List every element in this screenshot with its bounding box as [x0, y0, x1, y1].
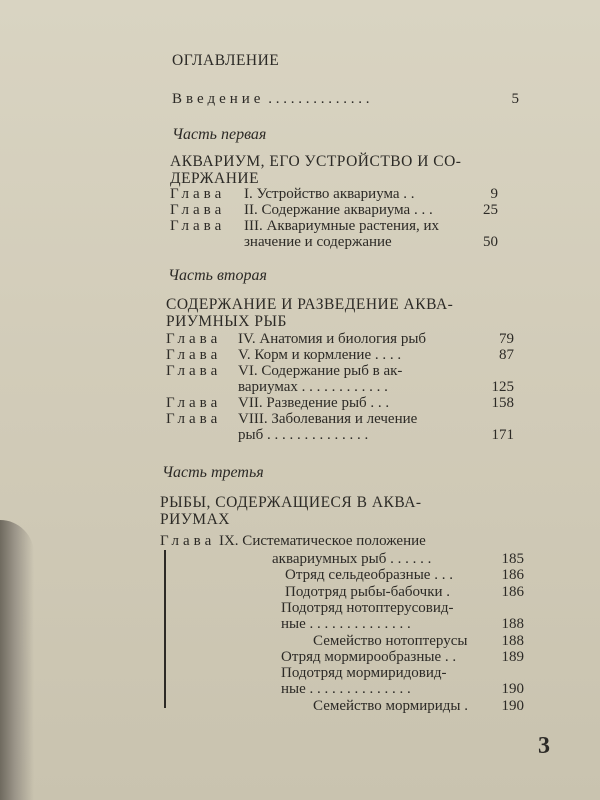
intro-page: 5: [511, 91, 519, 107]
chapter-title: III. Аквариумные растения, их: [244, 218, 439, 234]
chapter-title: рыб . . . . . . . . . . . . . .: [238, 427, 369, 443]
section-entry: Семейство мормириды .: [313, 697, 468, 714]
section-entry: Подотряд рыбы-бабочки .: [285, 583, 451, 600]
thumb-shadow: [0, 520, 34, 800]
part2-heading-line2: РИУМНЫХ РЫБ: [166, 313, 287, 330]
chapter-word: Глава: [160, 533, 216, 549]
section-entry-page: 190: [501, 697, 524, 714]
section-entry-page: 185: [501, 551, 524, 567]
part2-label: Часть вторая: [168, 267, 267, 284]
chapter-page: 158: [491, 395, 514, 411]
section-entry: Семейство нотоптерусы: [313, 632, 468, 649]
part3-heading-line2: РИУМАХ: [160, 511, 230, 528]
chapter-page: 125: [491, 379, 514, 395]
section-entry-page: 186: [501, 583, 524, 600]
chapter-page: 79: [499, 331, 514, 347]
chapter-word: Глава: [166, 347, 222, 363]
chapter-page: 87: [499, 347, 514, 363]
chapter-word: Глава: [170, 186, 226, 202]
section-entry: аквариумных рыб . . . . . .: [272, 551, 432, 567]
chapter-word: Глава: [166, 411, 222, 427]
section-entry: Подотряд нотоптерусовид-: [281, 599, 454, 616]
section-entry: Подотряд мормиридовид-: [281, 665, 447, 682]
part1-heading-line2: ДЕРЖАНИЕ: [170, 170, 260, 187]
chapter-title: VII. Разведение рыб . . .: [238, 395, 390, 411]
chapter-title: значение и содержание: [244, 234, 392, 250]
part1-heading-line1: АКВАРИУМ, ЕГО УСТРОЙСТВО И СО-: [170, 153, 462, 170]
section-entry-page: 190: [501, 681, 524, 698]
chapter-title: IV. Анатомия и биология рыб: [238, 331, 427, 347]
intro-entry: [172, 91, 369, 108]
section-entry: Отряд мормирообразные . .: [281, 648, 457, 665]
chapter-9-entry: [160, 533, 426, 550]
chapter-word: Глава: [166, 395, 222, 411]
part2-heading-line1: СОДЕРЖАНИЕ И РАЗВЕДЕНИЕ АКВА-: [166, 296, 454, 313]
chapter-word: Глава: [166, 363, 222, 379]
section-entry: ные . . . . . . . . . . . . . .: [281, 681, 411, 698]
intro-label: Введение: [172, 91, 265, 107]
chapter-title: II. Содержание аквариума . . .: [244, 202, 433, 218]
chapter-title: VI. Содержание рыб в ак-: [238, 363, 403, 379]
page-number: 3: [538, 733, 550, 759]
chapter-page: 9: [490, 186, 498, 202]
toc-title: ОГЛАВЛЕНИЕ: [172, 52, 280, 69]
chapter-title: I. Устройство аквариума . .: [244, 186, 415, 202]
section-entry-page: 189: [501, 648, 524, 665]
section-entry-page: 188: [501, 616, 524, 633]
part3-heading-line1: РЫБЫ, СОДЕРЖАЩИЕСЯ В АКВА-: [160, 494, 422, 511]
chapter-page: 25: [483, 202, 498, 218]
chapter-word: Глава: [166, 331, 222, 347]
chapter-9-title: IX. Систематическое положение: [218, 533, 426, 549]
chapter-title: вариумах . . . . . . . . . . . .: [238, 379, 388, 395]
chapter-word: Глава: [170, 202, 226, 218]
section-entry: Отряд сельдеобразные . . .: [285, 567, 453, 584]
chapter-title: V. Корм и кормление . . . .: [238, 347, 402, 363]
part3-label: Часть третья: [162, 464, 264, 481]
intro-dots: . . . . . . . . . . . . . .: [268, 91, 370, 107]
chapter-page: 171: [491, 427, 514, 443]
section-bracket-line: [164, 550, 166, 708]
chapter-word: Глава: [170, 218, 226, 234]
chapter-page: 50: [483, 234, 498, 250]
chapter-title: VIII. Заболевания и лечение: [238, 411, 418, 427]
section-entry-page: 188: [501, 632, 524, 649]
part1-label: Часть первая: [172, 126, 267, 143]
section-entry-page: 186: [501, 567, 524, 584]
section-entry: ные . . . . . . . . . . . . . .: [281, 616, 411, 633]
